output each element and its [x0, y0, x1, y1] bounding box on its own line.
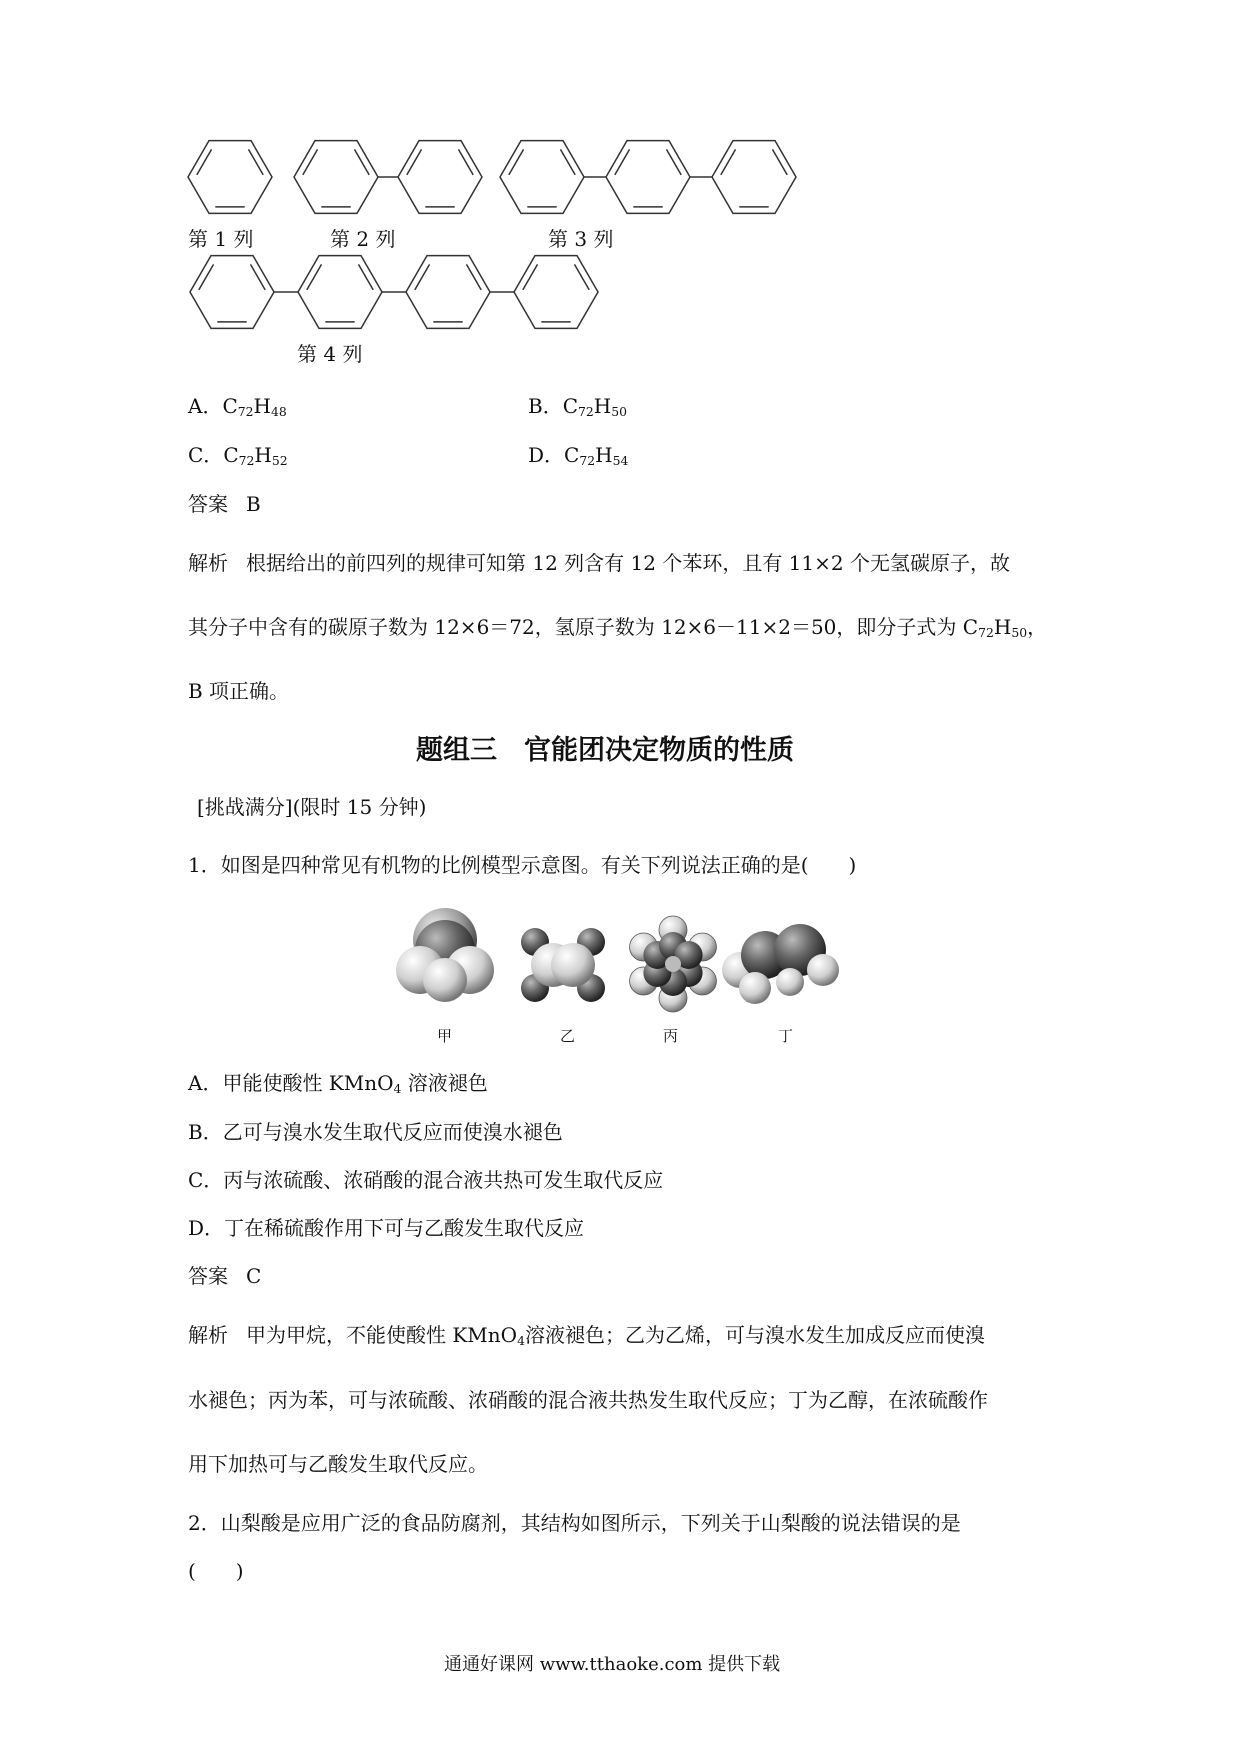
double-bond: [560, 149, 575, 174]
benzene-ring: [514, 256, 598, 329]
model-label-jia: 甲: [437, 1027, 453, 1045]
q1-answer: 答案 C: [188, 1264, 262, 1288]
q2-paren: ( ): [188, 1559, 244, 1583]
q1-stem: 1．如图是四种常见有机物的比例模型示意图。有关下列说法正确的是( ): [188, 853, 857, 877]
section-subtitle: [挑战满分](限时 15 分钟): [197, 795, 427, 819]
double-bond: [407, 149, 422, 174]
model-label-bing: 丙: [663, 1027, 679, 1045]
benzene-ring: [294, 141, 378, 214]
ethanol-model: [722, 924, 839, 1004]
methane-model: [396, 908, 494, 1002]
chain-label-3: 第 3 列: [548, 227, 614, 251]
double-bond: [250, 264, 265, 289]
benzene-ring: [190, 256, 274, 329]
q1-analysis-line1: 解析 甲为甲烷，不能使酸性 KMnO$_4$溶液褪色；乙为乙烯，可与溴水发生加成反应而使溴: [188, 1323, 985, 1349]
option-a: A．$C_{72}H_{48}$: [188, 394, 287, 420]
analysis-prev-line3: B 项正确。: [188, 679, 290, 703]
double-bond: [666, 149, 681, 174]
double-bond: [509, 149, 524, 174]
benzene-ring: [712, 141, 796, 214]
q1-option-a: A．甲能使酸性 KMnO$_4$ 溶液褪色: [188, 1071, 488, 1097]
molecule-models-figure: [395, 900, 855, 1040]
double-bond: [197, 149, 212, 174]
double-bond: [574, 264, 589, 289]
double-bond: [772, 149, 787, 174]
option-c: C．$C_{72}H_{52}$: [188, 443, 288, 469]
q1-option-b: B．乙可与溴水发生取代反应而使溴水褪色: [188, 1120, 563, 1144]
chain-label-4: 第 4 列: [297, 342, 363, 366]
q1-option-c: C．丙与浓硫酸、浓硝酸的混合液共热可发生取代反应: [188, 1168, 664, 1192]
benzene-ring: [406, 256, 490, 329]
q2-stem: 2．山梨酸是应用广泛的食品防腐剂，其结构如图所示，下列关于山梨酸的说法错误的是: [188, 1511, 961, 1535]
ethylene-model: [521, 928, 605, 1002]
q1-option-d: D．丁在稀硫酸作用下可与乙酸发生取代反应: [188, 1216, 585, 1240]
model-label-yi: 乙: [560, 1027, 576, 1045]
double-bond: [199, 264, 214, 289]
benzene-ring: [188, 141, 272, 214]
benzene-model: [630, 916, 717, 1012]
benzene-ring: [398, 141, 482, 214]
benzene-ring: [500, 141, 584, 214]
ring-center: [665, 956, 681, 972]
double-bond: [466, 264, 481, 289]
model-label-ding: 丁: [778, 1027, 794, 1045]
section-title: 题组三 官能团决定物质的性质: [416, 735, 794, 766]
benzene-ring: [606, 141, 690, 214]
double-bond: [307, 264, 322, 289]
benzene-ring: [298, 256, 382, 329]
double-bond: [358, 264, 373, 289]
analysis-prev-line1: 解析 根据给出的前四列的规律可知第 12 列含有 12 个苯环，且有 11×2 个无氢碳原子，故: [188, 551, 1010, 575]
double-bond: [415, 264, 430, 289]
double-bond: [615, 149, 630, 174]
option-b: B．$C_{72}H_{50}$: [528, 394, 628, 420]
answer-prev: 答案 B: [188, 492, 261, 516]
double-bond: [458, 149, 473, 174]
double-bond: [354, 149, 369, 174]
option-d: D．$C_{72}H_{54}$: [528, 443, 629, 469]
double-bond: [523, 264, 538, 289]
chain-label-2: 第 2 列: [330, 227, 396, 251]
footer-source: 通通好课网 www.tthaoke.com 提供下载: [444, 1654, 781, 1675]
q1-analysis-line2: 水褪色；丙为苯，可与浓硫酸、浓硝酸的混合液共热发生取代反应；丁为乙醇，在浓硫酸作: [188, 1388, 988, 1412]
chain-label-1: 第 1 列: [188, 227, 254, 251]
double-bond: [303, 149, 318, 174]
double-bond: [721, 149, 736, 174]
double-bond: [248, 149, 263, 174]
analysis-prev-line2: 其分子中含有的碳原子数为 12×6＝72，氢原子数为 12×6－11×2＝50，即分子式为 $C_{72}H_{50}$，: [188, 615, 1048, 641]
q1-analysis-line3: 用下加热可与乙酸发生取代反应。: [188, 1452, 488, 1476]
benzene-chain-figure-row1: [0, 0, 1240, 330]
